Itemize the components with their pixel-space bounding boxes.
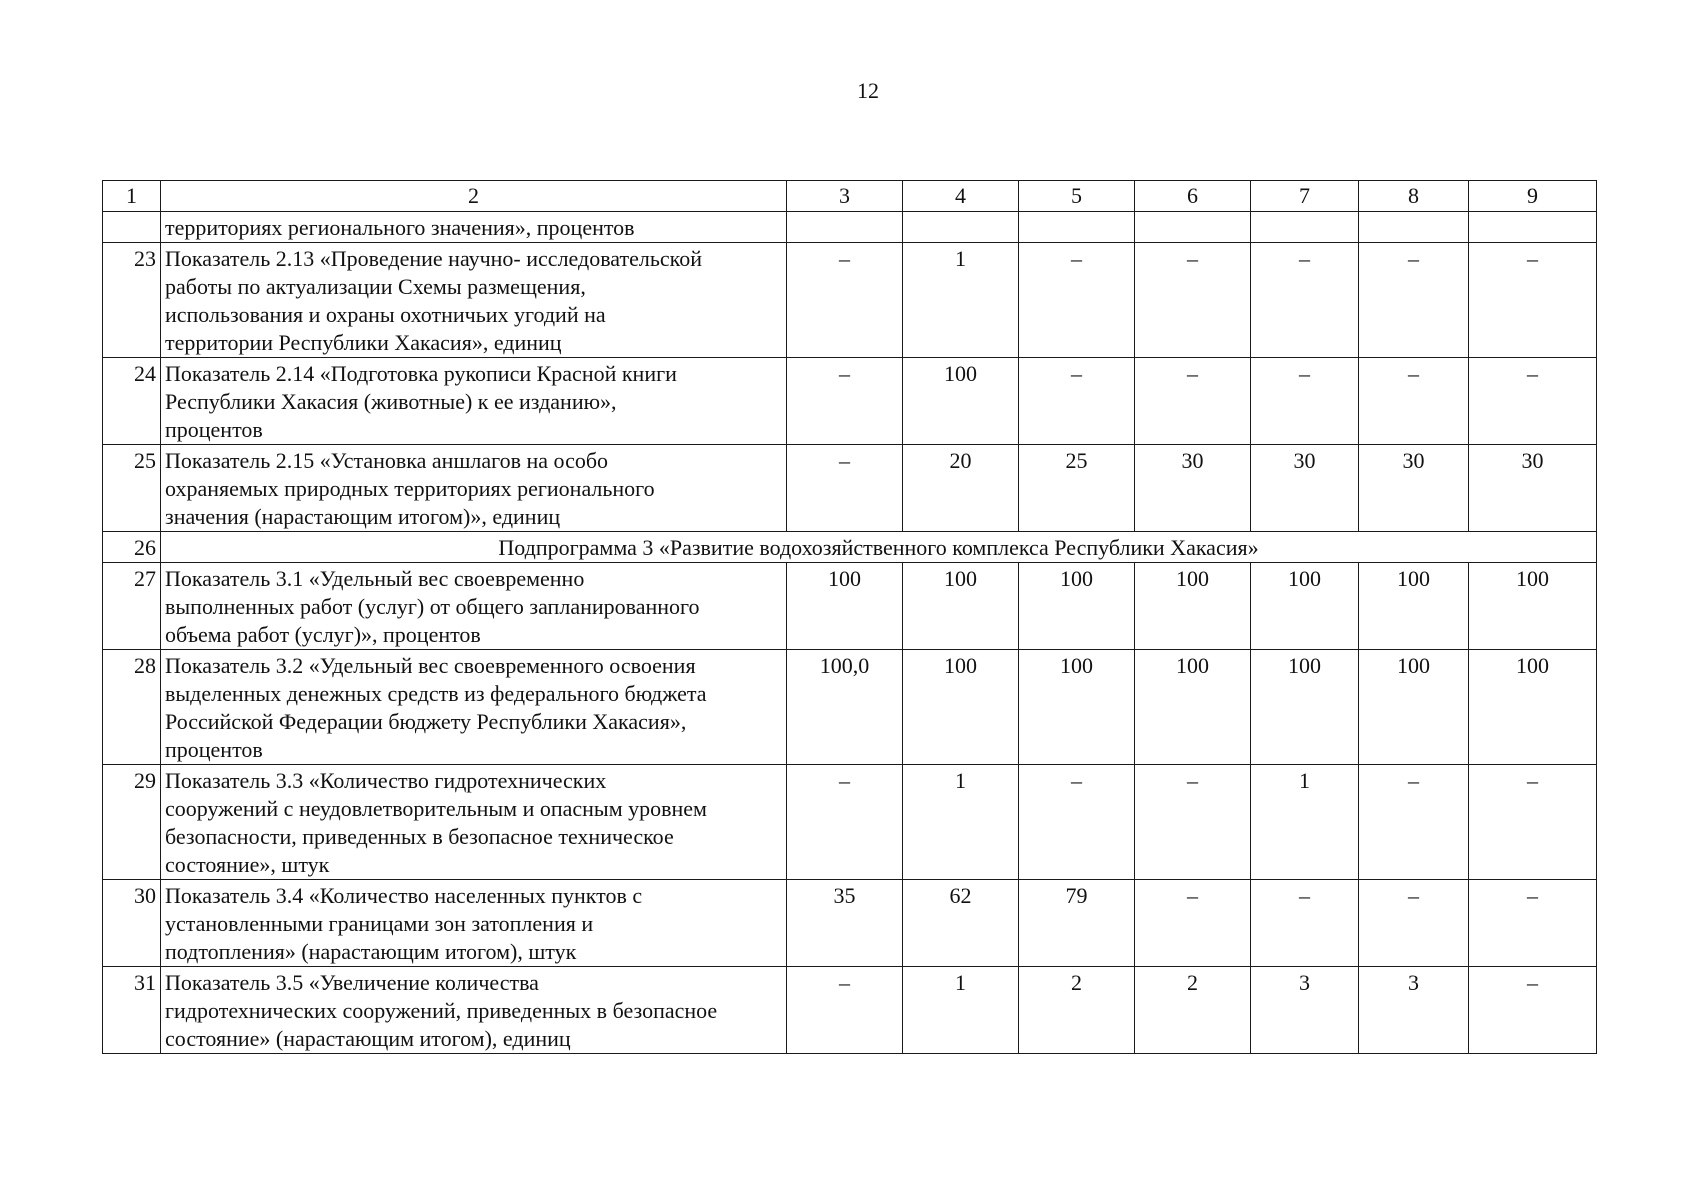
value-cell-col-5: 100 — [1019, 563, 1135, 650]
indicators-table — [102, 180, 1597, 1054]
value-cell-col-5: 25 — [1019, 445, 1135, 532]
indicator-description: Показатель 3.5 «Увеличение количества гидротехнических сооружений, приведенных в безопасное состояние» (нарастающим итогом), единиц — [161, 967, 787, 1054]
value-cell-col-9: – — [1469, 765, 1597, 880]
value-cell-col-6: – — [1135, 880, 1251, 967]
header-row — [103, 181, 1597, 212]
value-cell-col-9: 100 — [1469, 650, 1597, 765]
value-cell-col-5: – — [1019, 765, 1135, 880]
column-header-4: 4 — [903, 181, 1019, 212]
value-cell-col-6: – — [1135, 243, 1251, 358]
value-cell-col-4: 100 — [903, 358, 1019, 445]
row-number — [103, 212, 161, 243]
value-cell-col-5: – — [1019, 358, 1135, 445]
value-cell-col-8: 100 — [1359, 563, 1469, 650]
column-header-1: 1 — [103, 181, 161, 212]
table-row — [103, 765, 1597, 880]
value-cell-col-6: 100 — [1135, 563, 1251, 650]
value-cell-col-9: – — [1469, 358, 1597, 445]
value-cell-col-8: – — [1359, 880, 1469, 967]
value-cell-col-4 — [903, 212, 1019, 243]
value-cell-col-8: – — [1359, 243, 1469, 358]
value-cell-col-3: – — [787, 445, 903, 532]
row-number: 26 — [103, 532, 161, 563]
value-cell-col-3 — [787, 212, 903, 243]
value-cell-col-7: 3 — [1251, 967, 1359, 1054]
table-row — [103, 358, 1597, 445]
value-cell-col-3: – — [787, 243, 903, 358]
value-cell-col-8: – — [1359, 765, 1469, 880]
column-header-7: 7 — [1251, 181, 1359, 212]
value-cell-col-7: – — [1251, 880, 1359, 967]
value-cell-col-5: 2 — [1019, 967, 1135, 1054]
column-header-2: 2 — [161, 181, 787, 212]
value-cell-col-7: 100 — [1251, 563, 1359, 650]
value-cell-col-4: 100 — [903, 650, 1019, 765]
value-cell-col-4: 1 — [903, 967, 1019, 1054]
row-number: 29 — [103, 765, 161, 880]
value-cell-col-4: 100 — [903, 563, 1019, 650]
indicator-description: Показатель 3.1 «Удельный вес своевременно выполненных работ (услуг) от общего запланированного объема работ (услуг)», процентов — [161, 563, 787, 650]
column-header-5: 5 — [1019, 181, 1135, 212]
value-cell-col-8 — [1359, 212, 1469, 243]
value-cell-col-6 — [1135, 212, 1251, 243]
value-cell-col-7: – — [1251, 243, 1359, 358]
value-cell-col-7: 30 — [1251, 445, 1359, 532]
value-cell-col-6: – — [1135, 358, 1251, 445]
table-body — [103, 212, 1597, 1054]
row-number: 30 — [103, 880, 161, 967]
indicator-description: Показатель 2.15 «Установка аншлагов на особо охраняемых природных территориях регионального значения (нарастающим итогом)», единиц — [161, 445, 787, 532]
value-cell-col-7 — [1251, 212, 1359, 243]
value-cell-col-7: – — [1251, 358, 1359, 445]
value-cell-col-6: – — [1135, 765, 1251, 880]
column-header-9: 9 — [1469, 181, 1597, 212]
value-cell-col-6: 30 — [1135, 445, 1251, 532]
value-cell-col-5: – — [1019, 243, 1135, 358]
indicator-description: территориях регионального значения», процентов — [161, 212, 787, 243]
row-number: 27 — [103, 563, 161, 650]
indicator-description: Показатель 3.2 «Удельный вес своевременного освоения выделенных денежных средств из федерального бюджета Российской Федерации бюджету Республики Хакасия», процентов — [161, 650, 787, 765]
page-number: 12 — [857, 78, 879, 103]
value-cell-col-4: 62 — [903, 880, 1019, 967]
value-cell-col-9: 30 — [1469, 445, 1597, 532]
row-number: 23 — [103, 243, 161, 358]
value-cell-col-3: – — [787, 765, 903, 880]
column-header-3: 3 — [787, 181, 903, 212]
row-number: 28 — [103, 650, 161, 765]
indicator-description: Показатель 3.3 «Количество гидротехнических сооружений с неудовлетворительным и опасным уровнем безопасности, приведенных в безопасное техническое состояние», штук — [161, 765, 787, 880]
row-number: 25 — [103, 445, 161, 532]
indicator-description: Показатель 2.13 «Проведение научно- исследовательской работы по актуализации Схемы размещения, использования и охраны охотничьих угодий на территории Республики Хакасия», единиц — [161, 243, 787, 358]
table-row — [103, 445, 1597, 532]
indicator-description: Показатель 3.4 «Количество населенных пунктов с установленными границами зон затопления и подтопления» (нарастающим итогом), штук — [161, 880, 787, 967]
row-number: 24 — [103, 358, 161, 445]
value-cell-col-9: 100 — [1469, 563, 1597, 650]
value-cell-col-9: – — [1469, 967, 1597, 1054]
table-row — [103, 880, 1597, 967]
value-cell-col-3: 100 — [787, 563, 903, 650]
value-cell-col-9: – — [1469, 880, 1597, 967]
table-row — [103, 243, 1597, 358]
value-cell-col-5: 100 — [1019, 650, 1135, 765]
value-cell-col-6: 100 — [1135, 650, 1251, 765]
value-cell-col-7: 100 — [1251, 650, 1359, 765]
row-number: 31 — [103, 967, 161, 1054]
value-cell-col-7: 1 — [1251, 765, 1359, 880]
value-cell-col-3: – — [787, 358, 903, 445]
value-cell-col-9: – — [1469, 243, 1597, 358]
table-row — [103, 650, 1597, 765]
value-cell-col-6: 2 — [1135, 967, 1251, 1054]
table-row — [103, 563, 1597, 650]
value-cell-col-4: 1 — [903, 243, 1019, 358]
section-title: Подпрограмма 3 «Развитие водохозяйственного комплекса Республики Хакасия» — [161, 532, 1597, 563]
column-header-6: 6 — [1135, 181, 1251, 212]
table-row — [103, 212, 1597, 243]
value-cell-col-3: 35 — [787, 880, 903, 967]
table-header — [103, 181, 1597, 212]
table-row — [103, 967, 1597, 1054]
value-cell-col-3: 100,0 — [787, 650, 903, 765]
value-cell-col-9 — [1469, 212, 1597, 243]
value-cell-col-8: – — [1359, 358, 1469, 445]
value-cell-col-8: 100 — [1359, 650, 1469, 765]
value-cell-col-8: 30 — [1359, 445, 1469, 532]
indicator-description: Показатель 2.14 «Подготовка рукописи Красной книги Республики Хакасия (животные) к ее изданию», процентов — [161, 358, 787, 445]
value-cell-col-3: – — [787, 967, 903, 1054]
value-cell-col-5 — [1019, 212, 1135, 243]
value-cell-col-4: 1 — [903, 765, 1019, 880]
value-cell-col-5: 79 — [1019, 880, 1135, 967]
column-header-8: 8 — [1359, 181, 1469, 212]
value-cell-col-4: 20 — [903, 445, 1019, 532]
value-cell-col-8: 3 — [1359, 967, 1469, 1054]
section-row — [103, 532, 1597, 563]
